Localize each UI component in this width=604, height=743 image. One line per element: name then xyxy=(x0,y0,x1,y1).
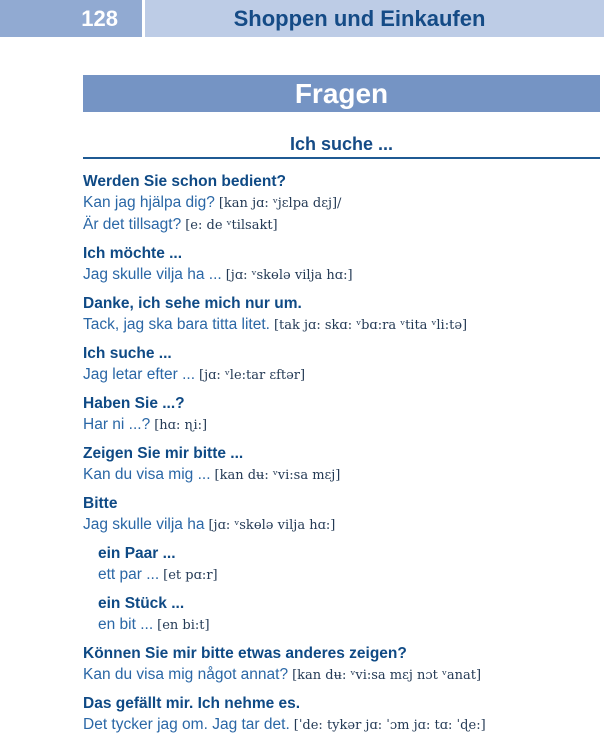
swedish-translation-line xyxy=(83,664,600,686)
german-phrase: Zeigen Sie mir bitte ... xyxy=(83,445,244,462)
phrase-entry xyxy=(83,293,600,336)
german-phrase: Werden Sie schon bedient? xyxy=(83,173,286,190)
german-phrase: Das gefällt mir. Ich nehme es. xyxy=(83,695,301,712)
swedish-phrase: Kan du visa mig något annat? xyxy=(83,666,289,683)
swedish-phrase: Kan du visa mig ... xyxy=(83,466,211,483)
swedish-phrase: Kan jag hjälpa dig? xyxy=(83,194,215,211)
phrase-entry xyxy=(83,343,600,386)
swedish-phrase: Jag skulle vilja ha ... xyxy=(83,266,222,283)
swedish-translation-line xyxy=(98,564,600,586)
phonetic-transcription: [e: de ᵛtilsakt] xyxy=(185,218,278,233)
phrase-entry xyxy=(83,493,600,536)
swedish-translation-line xyxy=(83,214,600,236)
german-phrase: Ich suche ... xyxy=(83,345,172,362)
page-number: 128 xyxy=(0,0,142,37)
subsection-title: Ich suche ... xyxy=(83,133,600,159)
chapter-title: Shoppen und Einkaufen xyxy=(145,0,604,37)
phonetic-transcription: [jɑ: ᵛle:tar ɛftər] xyxy=(199,368,306,383)
german-phrase: Danke, ich sehe mich nur um. xyxy=(83,295,302,312)
phrase-entry xyxy=(83,393,600,436)
swedish-translation-line xyxy=(83,364,600,386)
german-phrase: Ich möchte ... xyxy=(83,245,183,262)
swedish-phrase: Jag letar efter ... xyxy=(83,366,195,383)
swedish-translation-line xyxy=(83,314,600,336)
german-phrase: Haben Sie ...? xyxy=(83,395,185,412)
german-phrase: Bitte xyxy=(83,495,118,512)
swedish-phrase: ett par ... xyxy=(98,566,160,583)
phonetic-transcription: [en bi:t] xyxy=(157,618,210,633)
phrase-entry xyxy=(83,593,600,636)
phonetic-transcription: [kan dʉ: ᵛvi:sa mɛj nɔt ᵛanat] xyxy=(292,668,482,683)
german-phrase: Können Sie mir bitte etwas anderes zeigen? xyxy=(83,645,407,662)
swedish-phrase: Tack, jag ska bara titta litet. xyxy=(83,316,270,333)
swedish-translation-line xyxy=(83,714,600,736)
phonetic-transcription: [ˈde: tykər jɑ: ˈɔm jɑ: tɑ: ˈɖe:] xyxy=(293,718,486,733)
german-phrase: ein Paar ... xyxy=(98,545,176,562)
phrase-entry xyxy=(83,693,600,736)
swedish-phrase: Det tycker jag om. Jag tar det. xyxy=(83,716,290,733)
swedish-phrase: en bit ... xyxy=(98,616,154,633)
swedish-translation-line xyxy=(83,192,600,214)
phrase-entry xyxy=(83,171,600,236)
phrase-list xyxy=(83,171,600,743)
german-phrase: ein Stück ... xyxy=(98,595,185,612)
swedish-translation-line xyxy=(98,614,600,636)
phonetic-transcription: [kan dʉ: ᵛvi:sa mɛj] xyxy=(214,468,341,483)
swedish-translation-line xyxy=(83,514,600,536)
phonetic-transcription: [hɑ: ɳi:] xyxy=(154,418,208,433)
phonetic-transcription: [et pɑ:r] xyxy=(163,568,218,583)
swedish-phrase: Är det tillsagt? xyxy=(83,216,182,233)
phrase-entry xyxy=(83,243,600,286)
swedish-phrase: Har ni ...? xyxy=(83,416,151,433)
swedish-translation-line xyxy=(83,414,600,436)
phonetic-transcription: [tak jɑ: skɑ: ᵛbɑ:ra ᵛtita ᵛli:tə] xyxy=(273,318,468,333)
phrase-entry xyxy=(83,643,600,686)
phrase-entry xyxy=(83,543,600,586)
section-title: Fragen xyxy=(83,75,600,112)
swedish-translation-line xyxy=(83,264,600,286)
swedish-phrase: Jag skulle vilja ha xyxy=(83,516,205,533)
phonetic-transcription: [kan jɑ: ᵛjɛlpa dɛj]/ xyxy=(218,196,342,211)
phonetic-transcription: [jɑ: ᵛskɵlə vilja hɑ:] xyxy=(225,268,353,283)
phrase-entry xyxy=(83,443,600,486)
phonetic-transcription: [jɑ: ᵛskɵlə vilja hɑ:] xyxy=(208,518,336,533)
swedish-translation-line xyxy=(83,464,600,486)
